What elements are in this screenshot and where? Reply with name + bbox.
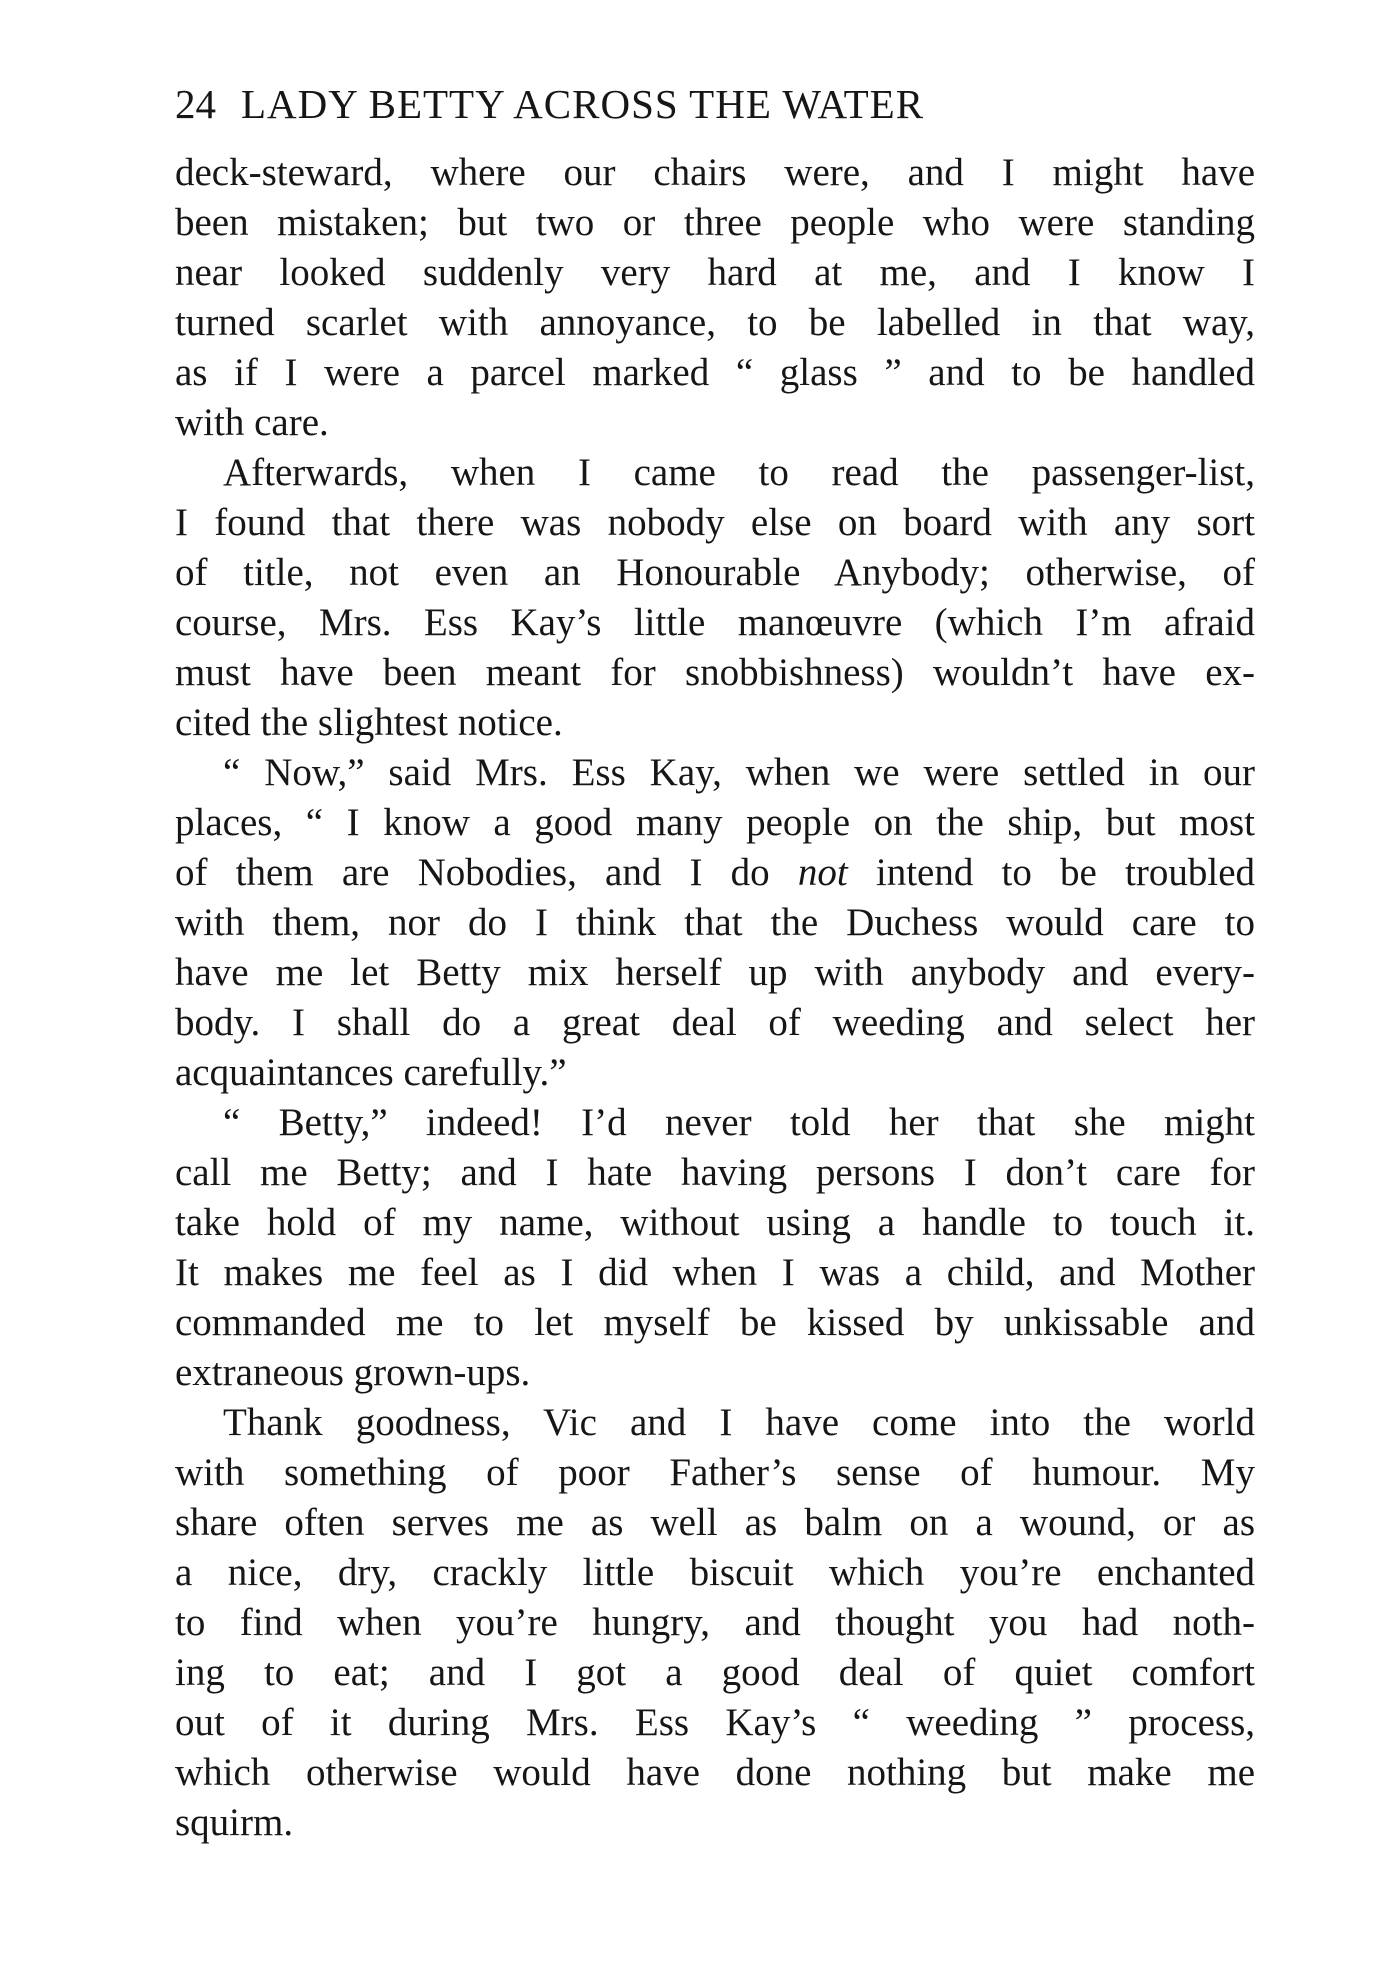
text-line: extraneous grown-ups. [175, 1351, 531, 1394]
text-line: call me Betty; and I hate having persons I don’t care for [175, 1151, 1255, 1194]
paragraph-start-line: Afterwards, when I came to read the passenger-list, [223, 451, 1255, 494]
text-line [175, 848, 1255, 898]
text-line: course, Mrs. Ess Kay’s little manœuvre (which I’m afraid [175, 601, 1255, 644]
text-segment: of them are Nobodies, and I do [175, 851, 770, 894]
body-text [175, 148, 1255, 1848]
running-title: LADY BETTY ACROSS THE WATER [241, 81, 925, 127]
text-line: with something of poor Father’s sense of humour. My [175, 1451, 1255, 1494]
text-line: places, “ I know a good many people on the ship, but most [175, 801, 1255, 844]
text-line: turned scarlet with annoyance, to be labelled in that way, [175, 301, 1255, 344]
text-line: deck-steward, where our chairs were, and I might have [175, 151, 1255, 194]
text-line: must have been meant for snobbishness) wouldn’t have ex- [175, 651, 1255, 694]
page-number: 24 [175, 81, 216, 127]
text-line: a nice, dry, crackly little biscuit which you’re enchanted [175, 1551, 1255, 1594]
text-line: near looked suddenly very hard at me, and I know I [175, 251, 1255, 294]
text-line: which otherwise would have done nothing but make me [175, 1751, 1255, 1794]
text-line: body. I shall do a great deal of weeding and select her [175, 1001, 1255, 1044]
text-line: share often serves me as well as balm on a wound, or as [175, 1501, 1255, 1544]
text-line: have me let Betty mix herself up with anybody and every- [175, 951, 1255, 994]
text-line: squirm. [175, 1801, 294, 1844]
paragraph-start-line: “ Betty,” indeed! I’d never told her that she might [223, 1101, 1255, 1144]
text-line: ing to eat; and I got a good deal of quiet comfort [175, 1651, 1255, 1694]
text-line: been mistaken; but two or three people who were standing [175, 201, 1255, 244]
paragraph-start-line: “ Now,” said Mrs. Ess Kay, when we were settled in our [223, 751, 1255, 794]
text-segment: intend to be troubled [875, 851, 1256, 894]
text-line: of title, not even an Honourable Anybody; otherwise, of [175, 551, 1255, 594]
text-line: It makes me feel as I did when I was a child, and Mother [175, 1251, 1255, 1294]
italic-emphasis: not [797, 851, 848, 894]
text-line: I found that there was nobody else on board with any sort [175, 501, 1255, 544]
text-line: with them, nor do I think that the Duchess would care to [175, 901, 1255, 944]
text-line: to find when you’re hungry, and thought you had noth- [175, 1601, 1255, 1644]
text-line: take hold of my name, without using a handle to touch it. [175, 1201, 1255, 1244]
text-line: commanded me to let myself be kissed by unkissable and [175, 1301, 1255, 1344]
text-line: acquaintances carefully.” [175, 1051, 567, 1094]
text-line: with care. [175, 401, 329, 444]
text-line: as if I were a parcel marked “ glass ” and to be handled [175, 351, 1255, 394]
text-line: out of it during Mrs. Ess Kay’s “ weeding ” process, [175, 1701, 1255, 1744]
paragraph-start-line: Thank goodness, Vic and I have come into the world [223, 1401, 1255, 1444]
text-line: cited the slightest notice. [175, 701, 563, 744]
running-head [175, 76, 1255, 132]
